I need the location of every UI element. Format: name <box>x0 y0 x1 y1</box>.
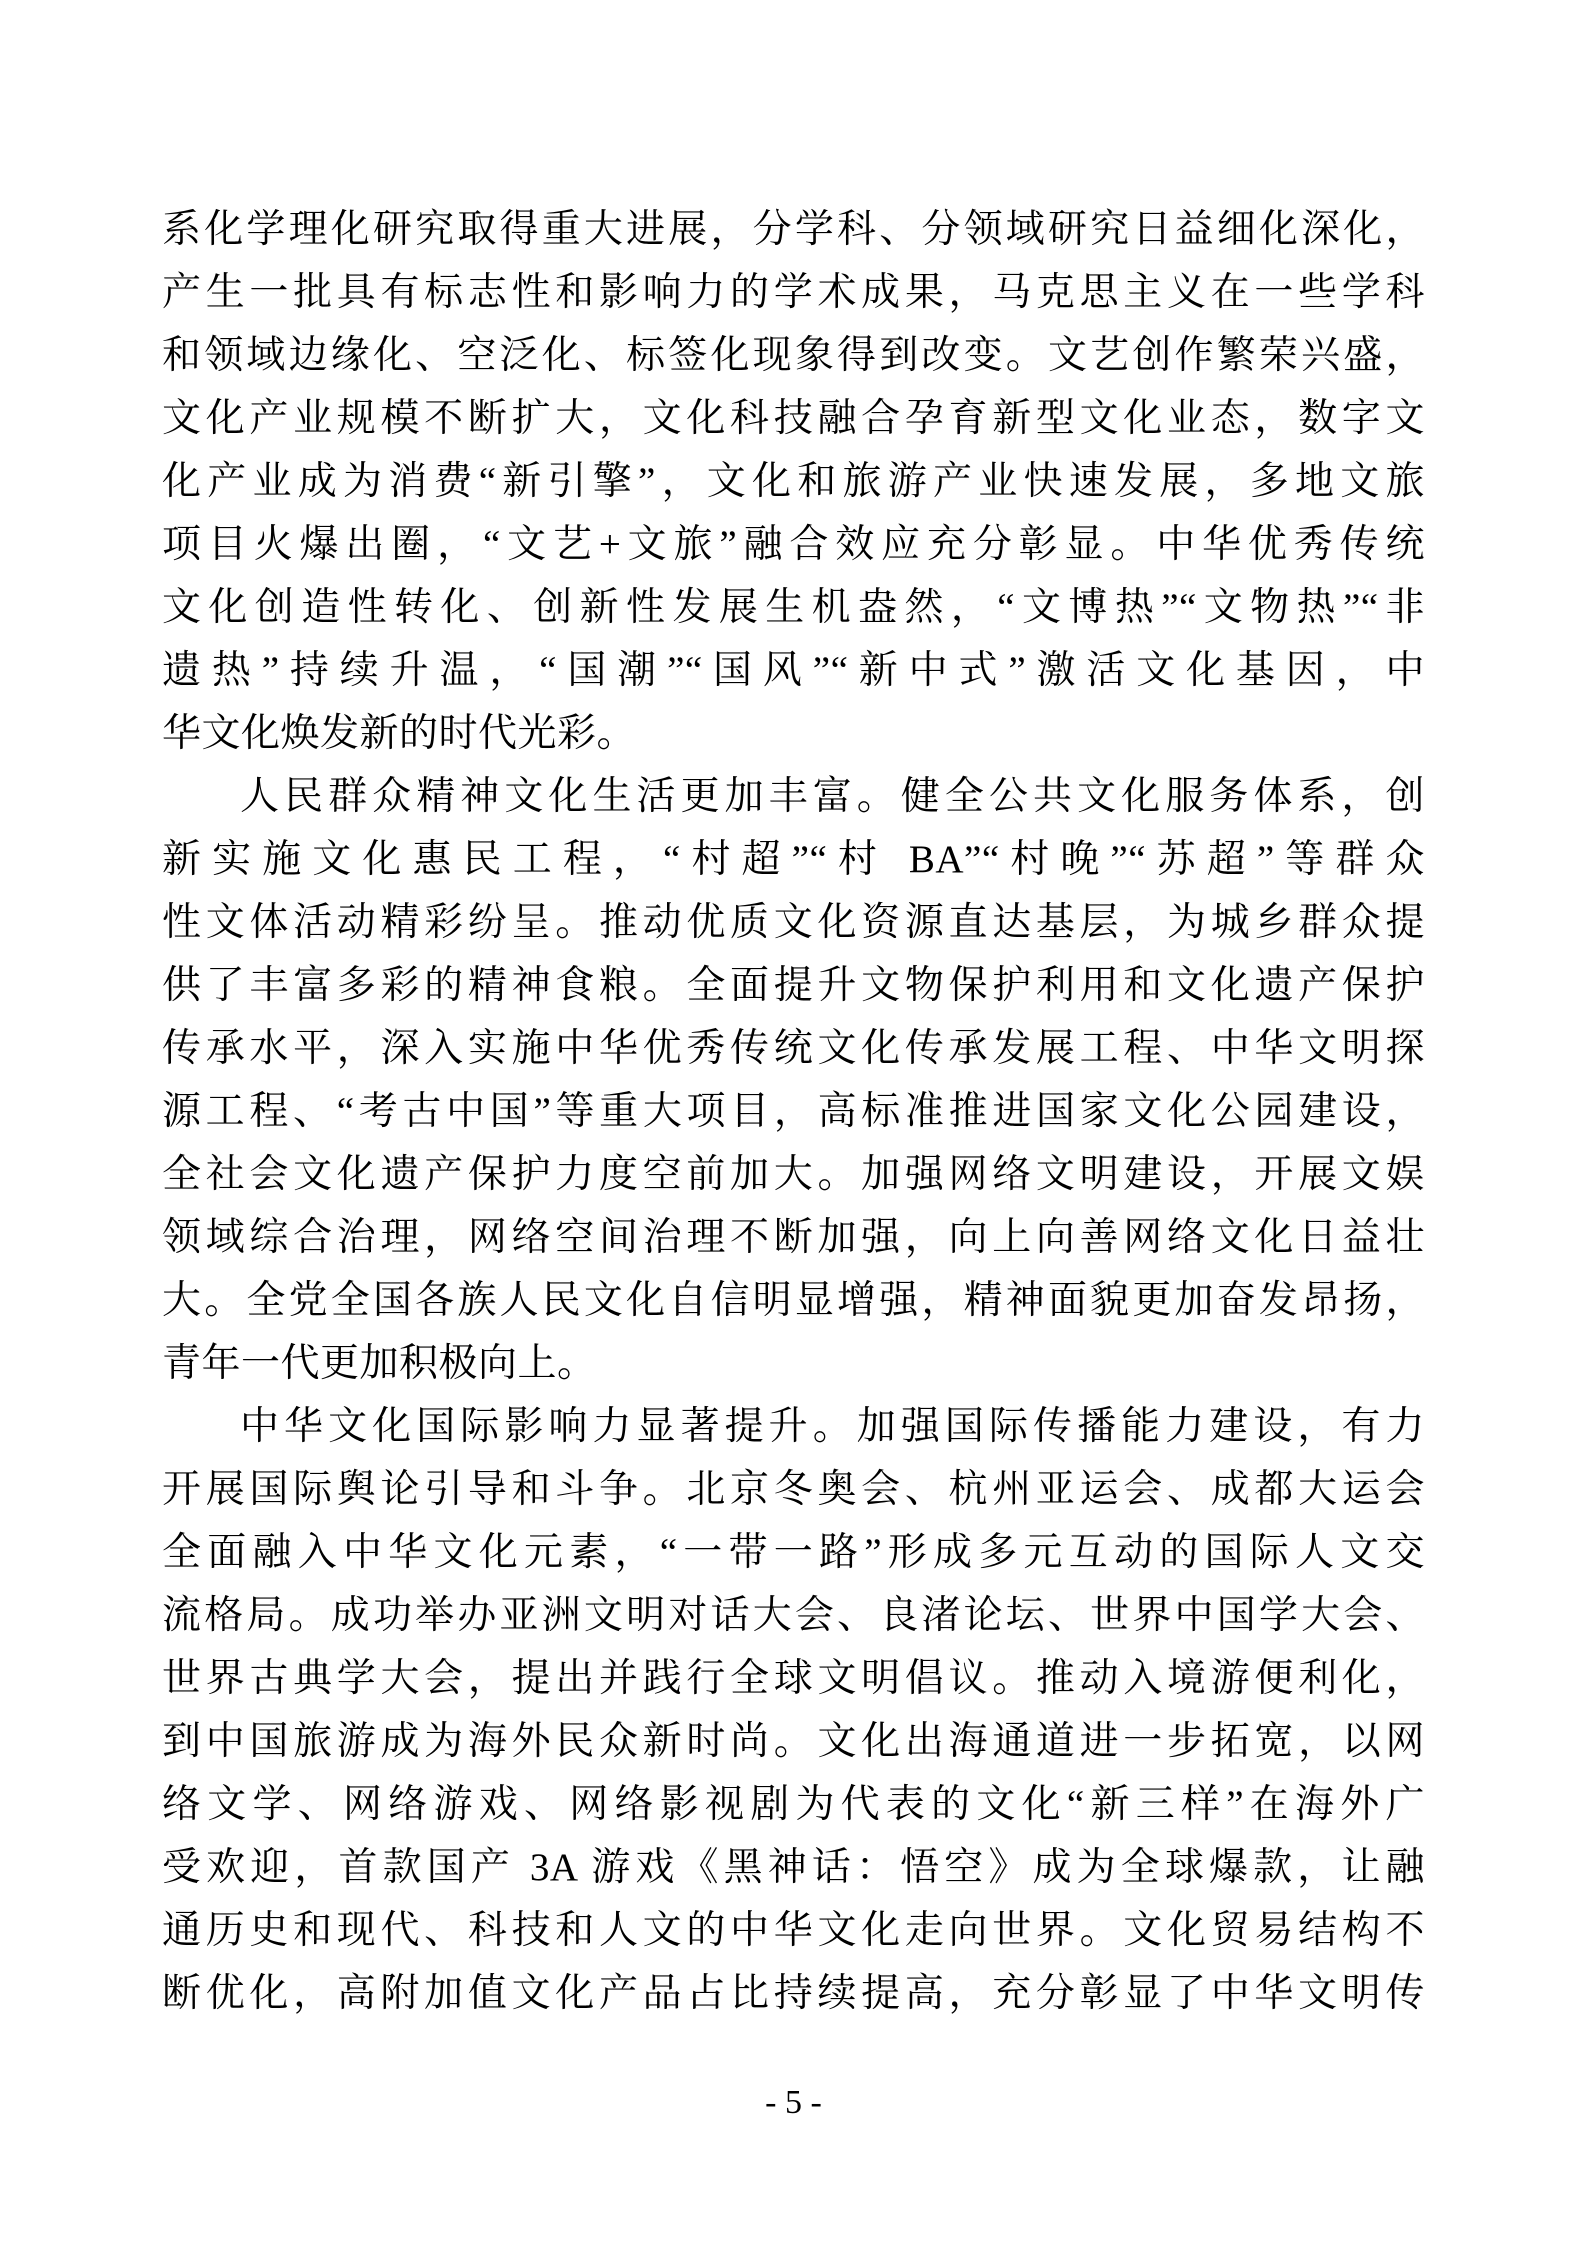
text-line: 受欢迎，首款国产 3A 游戏《黑神话：悟空》成为全球爆款，让融 <box>162 1846 1425 1889</box>
text-line: 和领域边缘化、空泛化、标签化现象得到改变。文艺创作繁荣兴盛， <box>162 334 1425 377</box>
text-line: 络文学、网络游戏、网络影视剧为代表的文化“新三样”在海外广 <box>162 1783 1425 1826</box>
text-line: 领域综合治理，网络空间治理不断加强，向上向善网络文化日益壮 <box>162 1216 1425 1259</box>
page-number: - 5 - <box>765 2084 822 2121</box>
text-line: 人民群众精神文化生活更加丰富。健全公共文化服务体系，创 <box>240 775 1425 818</box>
text-line: 遗热”持续升温，“国潮”“国风”“新中式”激活文化基因，中 <box>162 649 1425 692</box>
text-line: 源工程、“考古中国”等重大项目，高标准推进国家文化公园建设， <box>162 1090 1425 1133</box>
text-line: 化产业成为消费“新引擎”，文化和旅游产业快速发展，多地文旅 <box>162 460 1425 503</box>
text-line: 传承水平，深入实施中华优秀传统文化传承发展工程、中华文明探 <box>162 1027 1425 1070</box>
text-line: 文化创造性转化、创新性发展生机盎然，“文博热”“文物热”“非 <box>162 586 1425 629</box>
text-line: 文化产业规模不断扩大，文化科技融合孕育新型文化业态，数字文 <box>162 397 1425 440</box>
text-line: 断优化，高附加值文化产品占比持续提高，充分彰显了中华文明传 <box>162 1972 1425 2015</box>
text-line: 新实施文化惠民工程，“村超”“村 BA”“村晚”“苏超”等群众 <box>162 838 1425 881</box>
text-line: 华文化焕发新的时代光彩。 <box>162 712 637 755</box>
document-body <box>162 198 1425 2025</box>
text-line: 系化学理化研究取得重大进展，分学科、分领域研究日益细化深化， <box>162 208 1425 251</box>
text-line: 到中国旅游成为海外民众新时尚。文化出海通道进一步拓宽，以网 <box>162 1720 1425 1763</box>
text-line: 产生一批具有标志性和影响力的学术成果，马克思主义在一些学科 <box>162 271 1425 314</box>
text-line: 开展国际舆论引导和斗争。北京冬奥会、杭州亚运会、成都大运会 <box>162 1468 1425 1511</box>
paragraph <box>162 1395 1425 2025</box>
text-line: 供了丰富多彩的精神食粮。全面提升文物保护利用和文化遗产保护 <box>162 964 1425 1007</box>
page-footer <box>162 2081 1425 2125</box>
text-line: 通历史和现代、科技和人文的中华文化走向世界。文化贸易结构不 <box>162 1909 1425 1952</box>
text-line: 大。全党全国各族人民文化自信明显增强，精神面貌更加奋发昂扬， <box>162 1279 1425 1322</box>
paragraph <box>162 765 1425 1395</box>
text-line: 性文体活动精彩纷呈。推动优质文化资源直达基层，为城乡群众提 <box>162 901 1425 944</box>
paragraph <box>162 198 1425 765</box>
text-line: 全社会文化遗产保护力度空前加大。加强网络文明建设，开展文娱 <box>162 1153 1425 1196</box>
text-line: 流格局。成功举办亚洲文明对话大会、良渚论坛、世界中国学大会、 <box>162 1594 1425 1637</box>
text-line: 中华文化国际影响力显著提升。加强国际传播能力建设，有力 <box>240 1405 1425 1448</box>
text-line: 世界古典学大会，提出并践行全球文明倡议。推动入境游便利化， <box>162 1657 1425 1700</box>
text-line: 项目火爆出圈，“文艺+文旅”融合效应充分彰显。中华优秀传统 <box>162 523 1425 566</box>
text-line: 全面融入中华文化元素，“一带一路”形成多元互动的国际人文交 <box>162 1531 1425 1574</box>
text-line: 青年一代更加积极向上。 <box>162 1342 597 1385</box>
